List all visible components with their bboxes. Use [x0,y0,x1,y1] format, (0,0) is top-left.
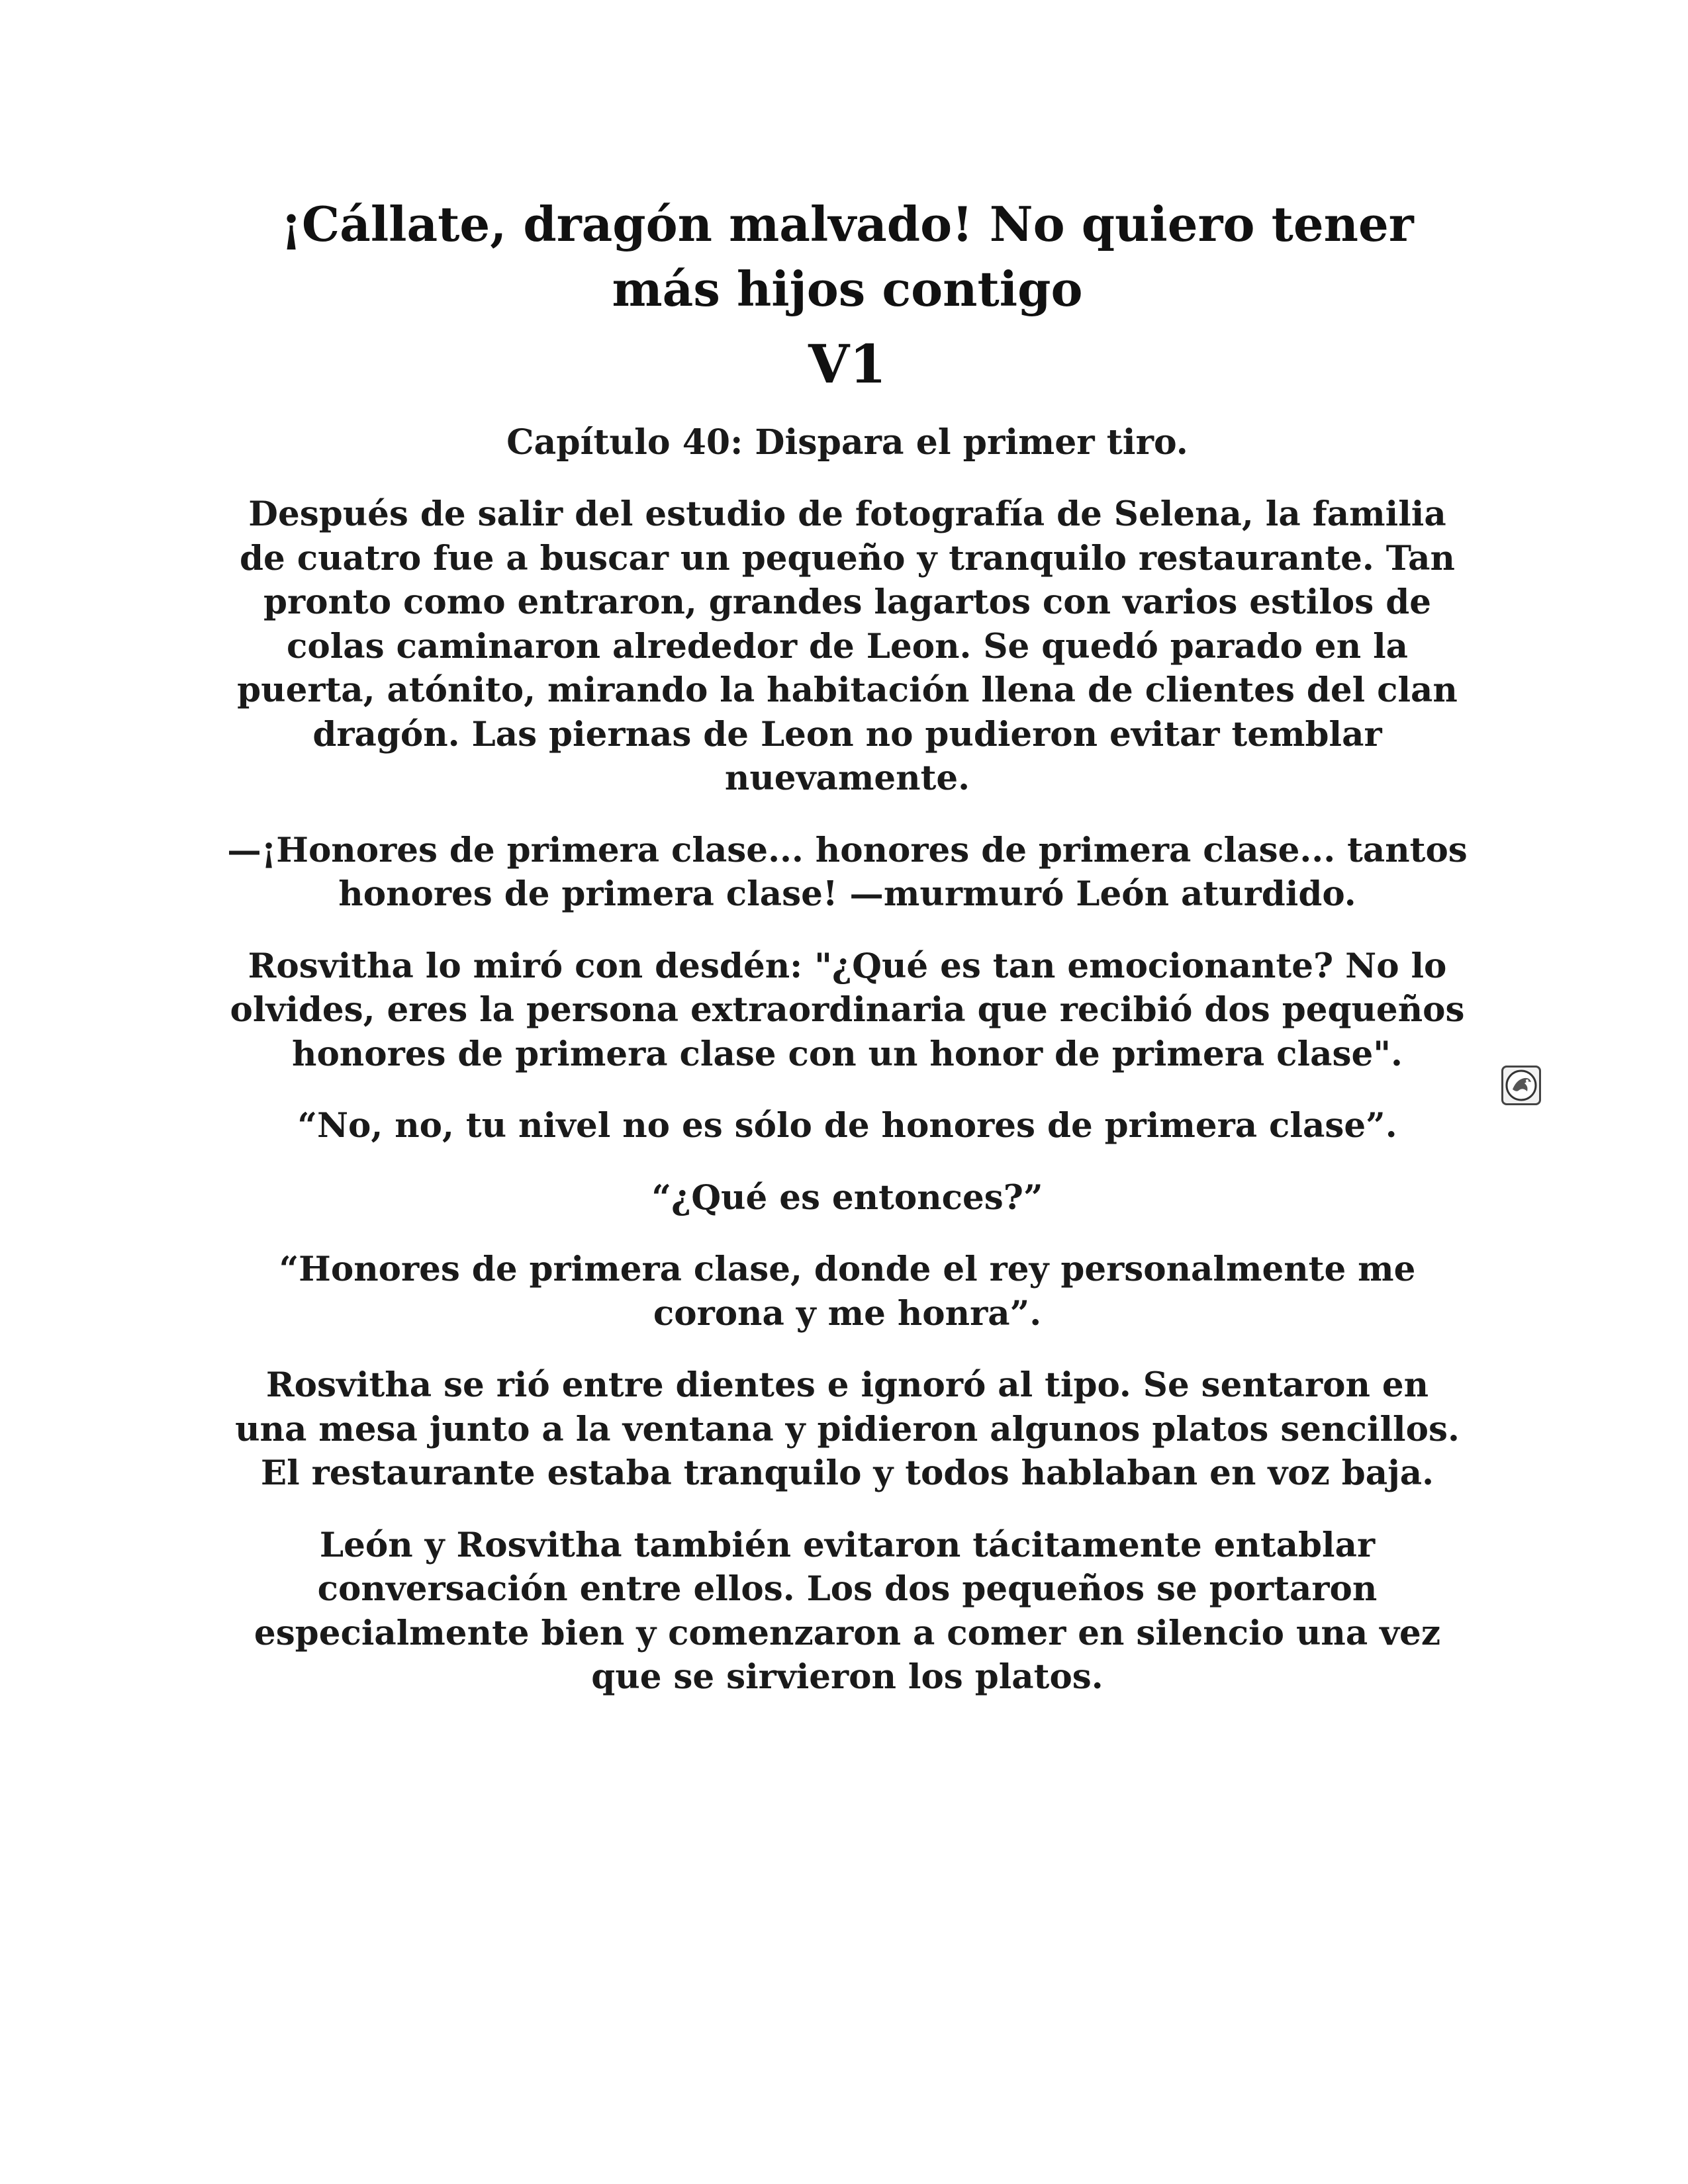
document-page [225,192,1470,1727]
paragraph-3: Rosvitha lo miró con desdén: "¿Qué es tan emocionante? No lo olvides, eres la persona extraordinaria que recibió dos pequeños honores de primera clase con un honor de primera clase". [230,946,1465,1074]
volume-label: V1 [808,333,886,395]
paragraph-4: “No, no, tu nivel no es sólo de honores de primera clase”. [297,1106,1397,1146]
title-line-1: ¡Cállate, dragón malvado! No quiero tener [281,196,1414,252]
paragraph-7: Rosvitha se rió entre dientes e ignoró al tipo. Se sentaron en una mesa junto a la ventana y pidieron algunos platos sencillos. El restaurante estaba tranquilo y todos hablaban en voz baja. [235,1365,1460,1493]
paragraph-2: —¡Honores de primera clase... honores de primera clase... tantos honores de primera clase! —murmuró León aturdido. [227,830,1468,914]
paragraph-1: Después de salir del estudio de fotografía de Selena, la familia de cuatro fue a buscar un pequeño y tranquilo restaurante. Tan pronto como entraron, grandes lagartos con varios estilos de colas caminaron alrededor de Leon. Se quedó parado en la puerta, atónito, mirando la habitación llena de clientes del clan dragón. Las piernas de Leon no pudieron evitar temblar nuevamente. [237,494,1458,798]
dragon-emblem-icon [1501,1066,1541,1105]
paragraph-5: “¿Qué es entonces?” [651,1177,1043,1218]
chapter-heading: Capítulo 40: Dispara el primer tiro. [506,422,1188,463]
paragraph-8: León y Rosvitha también evitaron tácitamente entablar conversación entre ellos. Los dos pequeños se portaron especialmente bien y comenzaron a comer en silencio una vez que se sirvieron los platos. [254,1525,1441,1697]
dragon-emblem-svg [1503,1068,1539,1103]
paragraph-6: “Honores de primera clase, donde el rey personalmente me corona y me honra”. [279,1250,1416,1334]
document-title [225,192,1470,322]
title-line-2: más hijos contigo [612,261,1083,317]
